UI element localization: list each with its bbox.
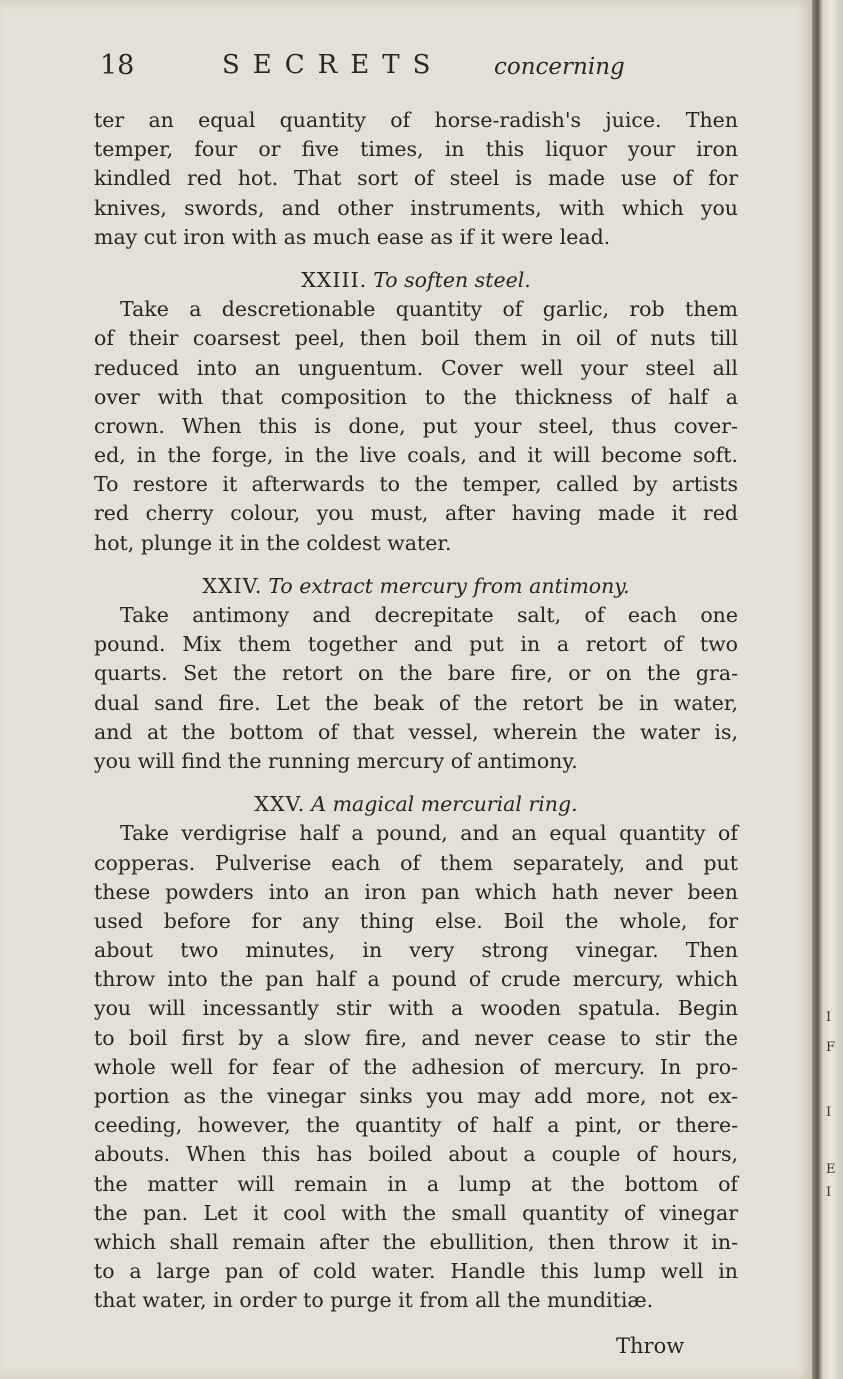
text-line: whole well for fear of the adhesion of mercury. In pro- — [94, 1054, 738, 1079]
text-line: throw into the pan half a pound of crude mercury, which — [94, 967, 738, 992]
text-line: dual sand fire. Let the beak of the retort be in water, — [94, 690, 738, 715]
text-line: you will find the running mercury of antimony. — [94, 748, 578, 773]
gutter-mark: E — [826, 1162, 836, 1177]
text-line: may cut iron with as much ease as if it were lead. — [94, 224, 611, 249]
text-line: that water, in order to purge it from all the munditiæ. — [94, 1288, 654, 1313]
text-line: Take a descretionable quantity of garlic, rob them — [120, 297, 738, 322]
running-title: SECRETS — [222, 50, 444, 80]
section-title: To soften steel. — [373, 267, 531, 292]
section-title: A magical mercurial ring. — [311, 792, 578, 817]
running-header — [98, 48, 638, 88]
text-line: To restore it afterwards to the temper, called by artists — [94, 472, 738, 497]
text-line: over with that composition to the thickness of half a — [94, 384, 738, 409]
page-text — [94, 106, 738, 1316]
book-gutter — [812, 0, 843, 1379]
gutter-mark: I — [826, 1010, 832, 1025]
section-heading — [94, 790, 738, 819]
running-subtitle: concerning — [494, 54, 625, 80]
text-line: these powders into an iron pan which hath never been — [94, 879, 738, 904]
text-line: to a large pan of cold water. Handle this lump well in — [94, 1259, 738, 1284]
recipe-section — [94, 572, 738, 776]
text-line: hot, plunge it in the coldest water. — [94, 530, 452, 555]
section-heading — [94, 266, 738, 295]
text-line: which shall remain after the ebullition, then throw it in- — [94, 1229, 738, 1254]
catchword: Throw — [616, 1334, 685, 1358]
text-line: crown. When this is done, put your steel, thus cover- — [94, 413, 738, 438]
text-line: red cherry colour, you must, after having made it red — [94, 501, 738, 526]
text-line: about two minutes, in very strong vinegar. Then — [94, 938, 738, 963]
text-line: Take verdigrise half a pound, and an equal quantity of — [120, 821, 738, 846]
text-line: the matter will remain in a lump at the bottom of — [94, 1171, 738, 1196]
gutter-mark: I — [826, 1185, 832, 1200]
text-line: ed, in the forge, in the live coals, and it will become soft. — [94, 443, 738, 468]
text-line: the pan. Let it cool with the small quantity of vinegar — [94, 1200, 738, 1225]
section-number: XXV. — [254, 792, 306, 817]
section-number: XXIV. — [202, 573, 263, 598]
recipe-section — [94, 790, 738, 1315]
text-line: portion as the vinegar sinks you may add more, not ex- — [94, 1084, 738, 1108]
text-line: reduced into an unguentum. Cover well your steel all — [94, 355, 738, 380]
text-line: Take antimony and decrepitate salt, of each one — [120, 603, 738, 627]
page-number: 18 — [100, 50, 135, 81]
text-line: copperas. Pulverise each of them separately, and put — [94, 850, 738, 875]
text-line: abouts. When this has boiled about a couple of hours, — [94, 1142, 738, 1167]
text-line: used before for any thing else. Boil the whole, for — [94, 908, 738, 933]
gutter-mark: I — [826, 1105, 832, 1120]
text-line: pound. Mix them together and put in a retort of two — [94, 632, 738, 657]
text-line: quarts. Set the retort on the bare fire, or on the gra- — [94, 661, 738, 686]
recipe-section — [94, 266, 738, 558]
section-title: To extract mercury from antimony. — [268, 573, 630, 598]
text-line: ceeding, however, the quantity of half a pint, or there- — [94, 1113, 738, 1138]
text-line: of their coarsest peel, then boil them in oil of nuts till — [94, 326, 738, 351]
text-line: and at the bottom of that vessel, wherein the water is, — [94, 719, 738, 744]
text-line: temper, four or five times, in this liquor your iron — [94, 137, 738, 162]
text-line: to boil first by a slow fire, and never cease to stir the — [94, 1025, 738, 1050]
section-number: XXIII. — [301, 267, 368, 292]
section-heading — [94, 572, 738, 601]
text-line: kindled red hot. That sort of steel is made use of for — [94, 166, 738, 191]
text-line: knives, swords, and other instruments, with which you — [94, 195, 738, 220]
text-line: ter an equal quantity of horse-radish's juice. Then — [94, 108, 738, 132]
gutter-mark: F — [826, 1040, 836, 1055]
text-line: you will incessantly stir with a wooden spatula. Begin — [94, 996, 738, 1021]
